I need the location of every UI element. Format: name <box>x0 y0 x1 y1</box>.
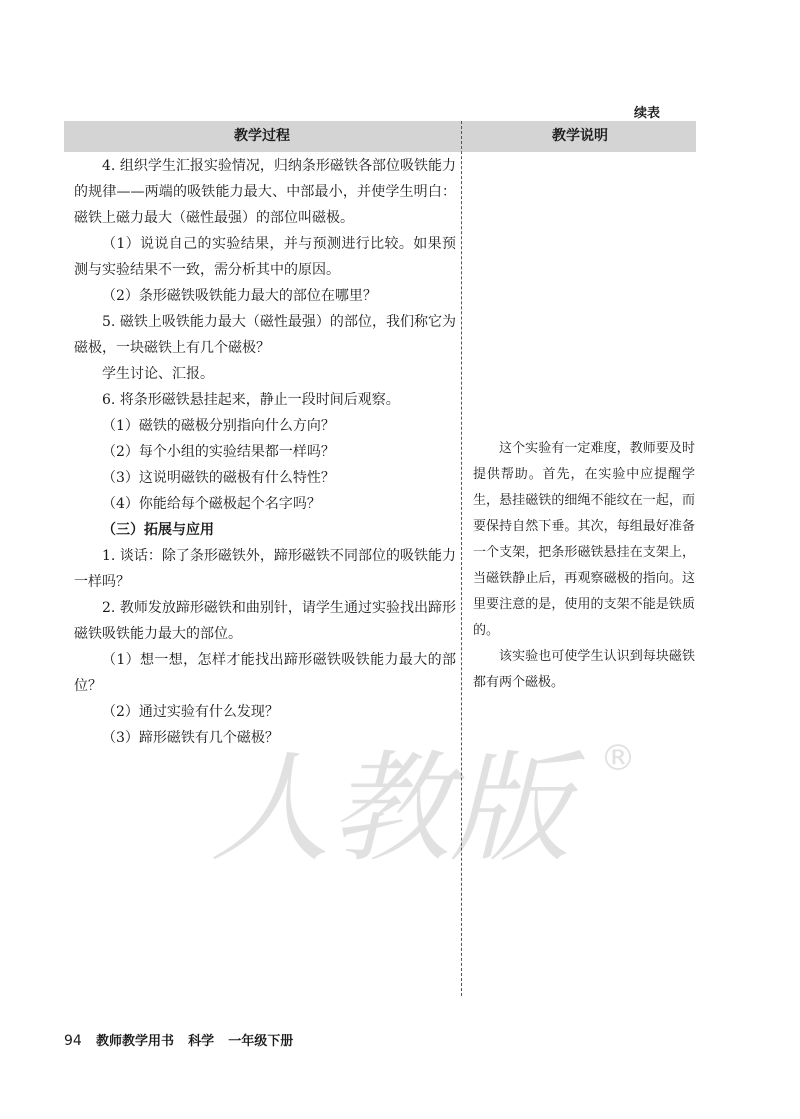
process-paragraph: （2）每个小组的实验结果都一样吗？ <box>102 444 335 460</box>
process-paragraph: 学生讨论、汇报。 <box>102 366 214 382</box>
note-paragraph: 该实验也可使学生认识到每块磁铁都有两个磁极。 <box>473 649 695 690</box>
process-paragraph: （2）条形磁铁吸铁能力最大的部位在哪里？ <box>102 288 377 304</box>
continued-label: 续表 <box>634 106 661 121</box>
teaching-notes-column <box>473 436 695 696</box>
process-paragraph: （1）说说自己的实验结果，并与预测进行比较。如果预测与实验结果不一致，需分析其中的原因。 <box>74 236 456 278</box>
note-paragraph: 这个实验有一定难度，教师要及时提供帮助。首先，在实验中应提醒学生，悬挂磁铁的细绳不能纹在一起，而要保持自然下垂。其次，每组最好准备一个支架，把条形磁铁悬挂在支架上，当磁铁静止后，再观察磁极的指向。这里要注意的是，使用的支架不能是铁质的。 <box>473 441 695 638</box>
process-paragraph: （1）磁铁的磁极分别指向什么方向？ <box>102 418 335 434</box>
process-paragraph: 5. 磁铁上吸铁能力最大（磁性最强）的部位，我们称它为磁极，一块磁铁上有几个磁极？ <box>74 314 456 356</box>
table-header <box>64 121 696 152</box>
watermark-text: 人教版 <box>210 740 570 879</box>
process-paragraph: 1. 谈话：除了条形磁铁外，蹄形磁铁不同部位的吸铁能力一样吗？ <box>74 548 456 590</box>
header-teaching-process: 教学过程 <box>234 128 290 144</box>
process-paragraph: （3）蹄形磁铁有几个磁极？ <box>102 730 279 746</box>
subject-label: 科学 <box>188 1034 215 1049</box>
process-paragraph: （3）这说明磁铁的磁极有什么特性？ <box>102 470 335 486</box>
book-title: 教师教学用书 <box>95 1034 174 1049</box>
process-paragraph: 2. 教师发放蹄形磁铁和曲别针，请学生通过实验找出蹄形磁铁吸铁能力最大的部位。 <box>74 600 456 642</box>
header-teaching-notes: 教学说明 <box>552 128 608 144</box>
process-paragraph: 4. 组织学生汇报实验情况，归纳条形磁铁各部位吸铁能力的规律——两端的吸铁能力最大、中部最小，并使学生明白：磁铁上磁力最大（磁性最强）的部位叫磁极。 <box>74 158 456 226</box>
process-paragraph: （4）你能给每个磁极起个名字吗？ <box>102 496 321 512</box>
grade-label: 一年级下册 <box>228 1034 294 1049</box>
process-paragraph: （1）想一想，怎样才能找出蹄形磁铁吸铁能力最大的部位？ <box>74 652 456 694</box>
process-paragraph: （2）通过实验有什么发现？ <box>102 704 279 720</box>
page-footer <box>64 1030 303 1049</box>
page-number: 94 <box>64 1033 82 1049</box>
process-paragraph: 6. 将条形磁铁悬挂起来，静止一段时间后观察。 <box>102 392 400 408</box>
teaching-process-column <box>74 153 456 751</box>
watermark-registered-mark: ® <box>600 738 636 779</box>
section-heading: （三）拓展与应用 <box>102 522 214 538</box>
publisher-watermark <box>190 710 650 880</box>
